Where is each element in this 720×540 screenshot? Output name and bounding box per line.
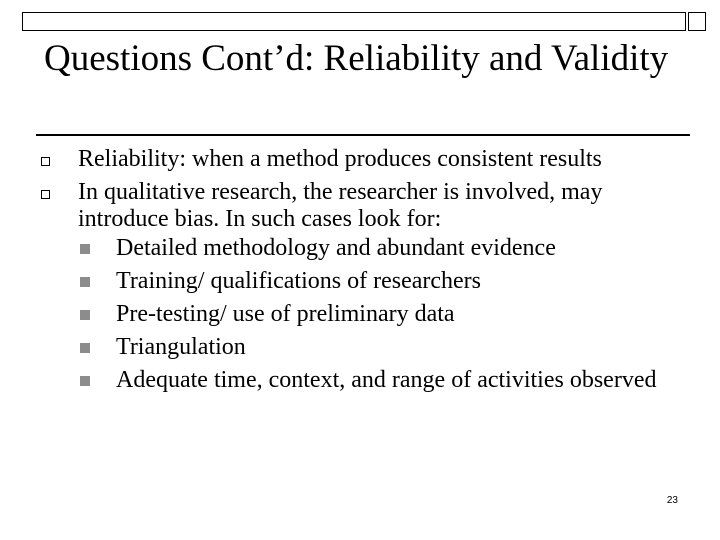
sub-bullet-item (78, 334, 680, 361)
filled-square-bullet-icon (80, 244, 90, 254)
sub-bullet-list (78, 235, 680, 394)
hollow-square-bullet-icon (41, 190, 50, 199)
bullet-item-reliability (40, 146, 680, 173)
sub-bullet-text: Pre-testing/ use of preliminary data (116, 301, 455, 327)
bullet-item-qualitative-research (40, 179, 680, 394)
filled-square-bullet-icon (80, 343, 90, 353)
sub-bullet-item (78, 235, 680, 262)
title-divider (36, 134, 690, 136)
bullet-text: Reliability: when a method produces consistent results (78, 146, 602, 172)
sub-bullet-item (78, 367, 680, 394)
filled-square-bullet-icon (80, 277, 90, 287)
sub-bullet-text: Detailed methodology and abundant evidence (116, 235, 556, 261)
bullet-text: In qualitative research, the researcher is involved, may introduce bias. In such cases look for: (78, 179, 603, 232)
sub-bullet-text: Adequate time, context, and range of activities observed (116, 367, 657, 393)
filled-square-bullet-icon (80, 310, 90, 320)
slide-title: Questions Cont’d: Reliability and Validity (44, 38, 669, 79)
page-number: 23 (666, 495, 678, 506)
hollow-square-bullet-icon (41, 157, 50, 166)
sub-bullet-text: Training/ qualifications of researchers (116, 268, 482, 294)
header-bar (22, 12, 686, 31)
header-square (688, 12, 706, 31)
sub-bullet-text: Triangulation (116, 334, 246, 360)
sub-bullet-item (78, 268, 680, 295)
filled-square-bullet-icon (80, 376, 90, 386)
bullet-list (40, 146, 680, 400)
sub-bullet-item (78, 301, 680, 328)
